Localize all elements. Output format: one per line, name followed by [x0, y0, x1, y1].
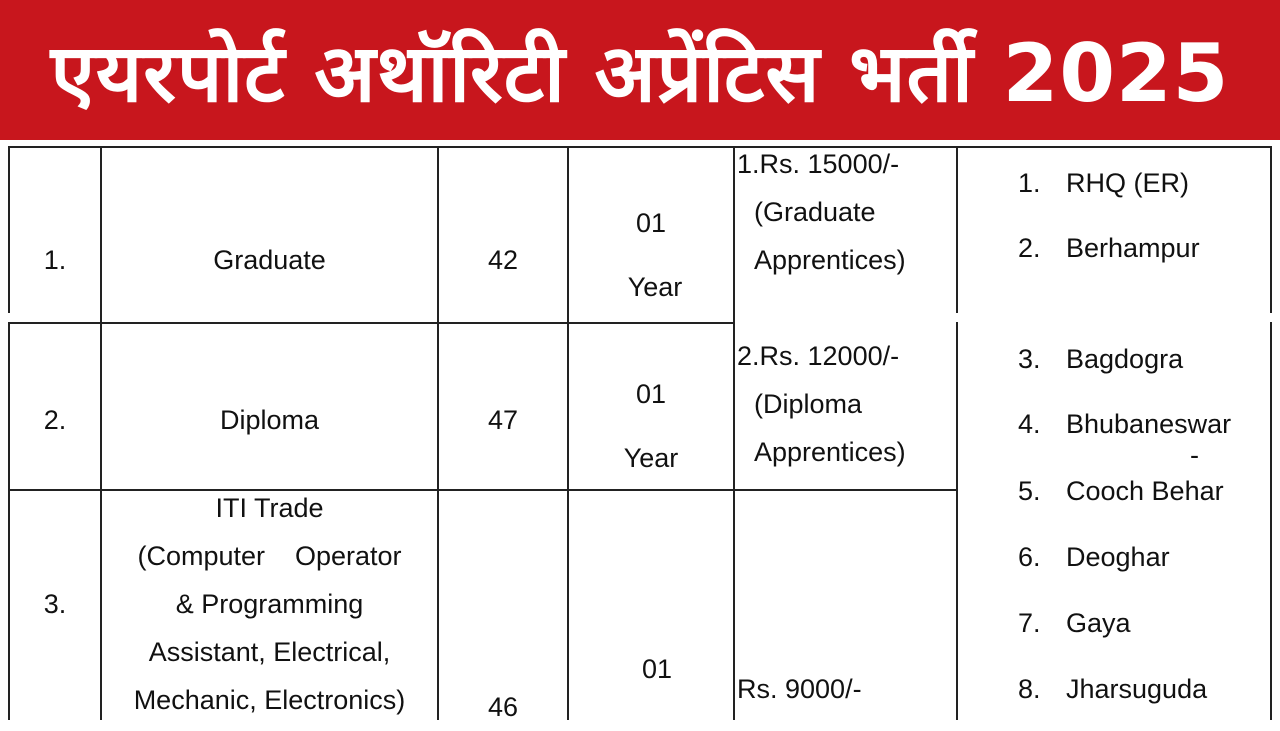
stipend: 1.Rs. 15000/- (Graduate Apprentices)	[737, 149, 906, 275]
list-item: 4. Bhubaneswar	[1018, 409, 1232, 439]
list-dash: -	[1190, 440, 1199, 470]
row-divider	[8, 322, 734, 324]
column-divider	[8, 322, 10, 720]
list-item: 2. Berhampur	[1018, 233, 1200, 263]
duration: 01 Year	[627, 208, 683, 302]
list-item: 5. Cooch Behar	[1018, 476, 1224, 506]
serial-number: 2.	[43, 405, 67, 435]
list-item: 8. Jharsuguda	[1018, 674, 1208, 704]
list-item: 6. Deoghar	[1018, 542, 1170, 572]
column-divider	[733, 146, 735, 720]
table-top-border	[8, 146, 1272, 148]
stipend: 2.Rs. 12000/- (Diploma Apprentices)	[737, 341, 906, 467]
column-divider	[956, 146, 958, 313]
column-divider	[1270, 322, 1272, 720]
list-item: 3. Bagdogra	[1018, 344, 1184, 374]
column-divider	[8, 146, 10, 313]
post-count: 47	[487, 405, 519, 435]
header-banner	[0, 0, 1280, 140]
column-divider	[956, 322, 958, 720]
list-item: 7. Gaya	[1018, 608, 1131, 638]
list-item: 1. RHQ (ER)	[1018, 168, 1189, 198]
category: Graduate	[213, 245, 326, 275]
category: Diploma	[219, 405, 320, 435]
category: ITI Trade (Computer Operator & Programming Assistant, Electrical, Mechanic, Electronics)	[133, 493, 406, 715]
serial-number: 3.	[43, 589, 67, 619]
column-divider	[1270, 146, 1272, 313]
duration: 01 Year	[623, 379, 679, 473]
stipend: Rs. 9000/-	[737, 674, 862, 704]
post-count: 42	[487, 245, 519, 275]
page-title: एयरपोर्ट अथॉरिटी अप्रेंटिस भर्ती 2025	[50, 26, 1230, 120]
post-count: 46	[487, 692, 519, 722]
serial-number: 1.	[43, 245, 67, 275]
duration: 01	[641, 654, 673, 684]
